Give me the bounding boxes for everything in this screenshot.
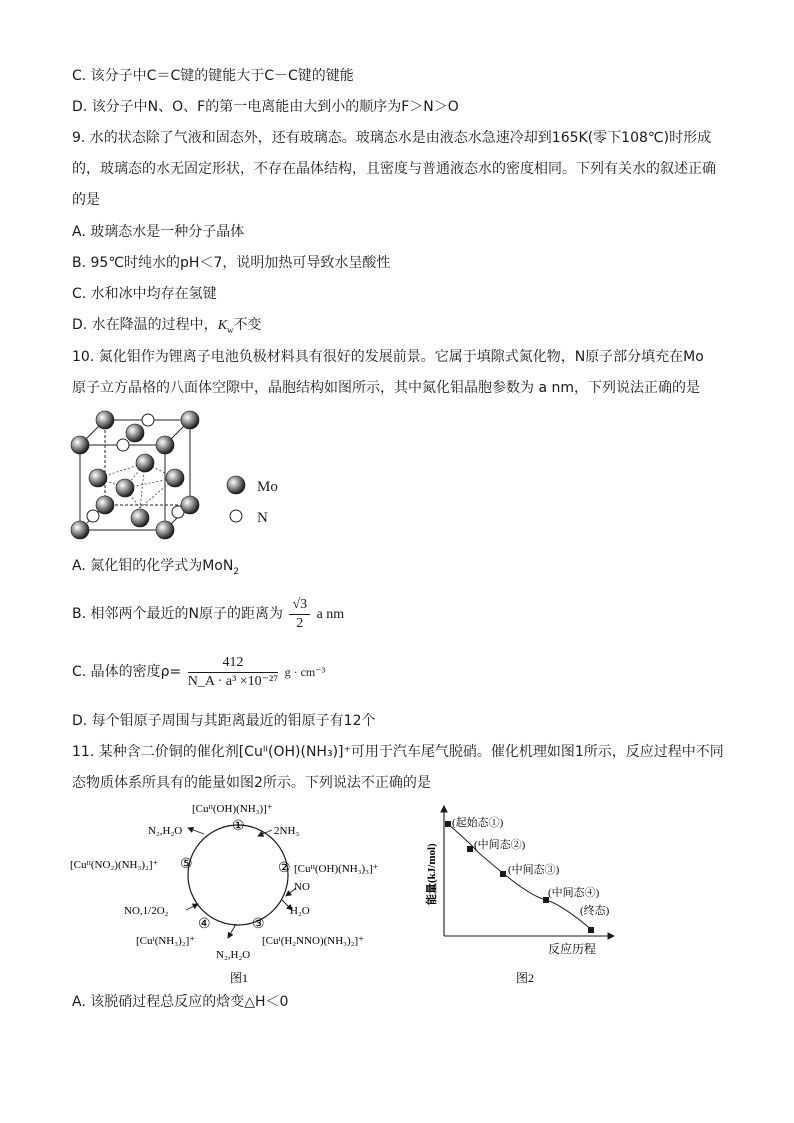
out-h2o-label: H₂O	[290, 905, 310, 917]
q10-option-c	[72, 653, 325, 691]
density-denominator: N_A · a³ ×10⁻²⁷	[187, 673, 279, 689]
point-4-label: (中间态④)	[548, 887, 600, 899]
legend-n-swatch	[230, 510, 242, 522]
q9-option-d	[72, 315, 262, 340]
crystal-cell-figure	[65, 408, 365, 548]
fraction-denominator: 2	[296, 615, 304, 631]
point-3-label: (中间态③)	[508, 864, 560, 876]
n-atom	[142, 414, 154, 426]
point-2	[467, 846, 473, 852]
fig1-caption: 图1	[230, 971, 249, 985]
legend-mo-swatch	[227, 476, 245, 494]
in-no-o2-label: NO,1/2O₂	[124, 905, 169, 917]
q9-option-a: A. 玻璃态水是一种分子晶体	[72, 224, 245, 240]
mo-atom	[96, 411, 114, 429]
q10-option-d: D. 每个钼原子周围与其距离最近的钼原子有12个	[72, 713, 376, 729]
point-1-label: (起始态①)	[452, 817, 504, 829]
mo-atom	[71, 436, 89, 454]
q11-stem-line1: 11. 某种含二价铜的催化剂[Cuᴵᴵ(OH)(NH₃)]⁺可用于汽车尾气脱硝。催化机理如图1所示，反应过程中不同	[72, 744, 724, 760]
mo-atom	[166, 469, 184, 487]
cycle-ring	[188, 825, 288, 925]
mo-atom	[156, 436, 174, 454]
step-5-label: ⑤	[180, 857, 193, 872]
in-2nh3-arrow	[258, 830, 272, 836]
point-1	[445, 821, 451, 827]
fraction-numerator: √3	[289, 596, 310, 615]
mo-atom	[156, 521, 174, 539]
out-n2h2o-bottom-arrow	[228, 924, 236, 938]
step-1-label: ①	[232, 819, 245, 834]
mo-atom	[71, 521, 89, 539]
n-atom	[87, 510, 99, 522]
mo-atom	[181, 411, 199, 429]
density-numerator: 412	[188, 654, 278, 673]
catalytic-cycle-figure	[68, 800, 398, 990]
out-n2h2o-bottom-label: N₂,H₂O	[216, 949, 251, 961]
point-3	[500, 871, 506, 877]
q11-option-a: A. 该脱硝过程总反应的焓变△H＜0	[72, 994, 289, 1010]
q10-stem-line1: 10. 氮化钼作为锂离子电池负极材料具有很好的发展前景。它属于填隙式氮化物，N原子部分填充在Mo	[72, 349, 704, 365]
mo-atom	[96, 496, 114, 514]
point-5-label: (终态)	[580, 905, 610, 917]
q10-option-b-text: B. 相邻两个最近的N原子的距离为	[72, 606, 283, 622]
legend-n-label: N	[257, 510, 268, 526]
q9-stem-line2: 的，玻璃态的水无固定形状，不存在晶体结构，且密度与普通液态水的密度相同。下列有关水的叙述正确	[72, 161, 716, 177]
out-n2h2o-top-arrow	[188, 828, 204, 834]
q9-option-c: C. 水和冰中均存在氢键	[72, 286, 217, 302]
mo-atom	[136, 454, 154, 472]
step-3-label: ③	[252, 917, 265, 932]
q10-option-a-text: A. 氮化钼的化学式为MoN	[72, 558, 234, 574]
sqrt3-over-2-fraction	[289, 596, 310, 633]
fig2-caption: 图2	[516, 971, 535, 985]
in-no-label: NO	[294, 881, 310, 893]
species-bottom-left: [Cuᴵ(NH₃)₂]⁺	[136, 935, 196, 947]
point-5	[588, 927, 594, 933]
q9-option-d-suffix: 不变	[233, 317, 262, 333]
q11-stem-line2: 态物质体系所具有的能量如图2所示。下列说法不正确的是	[72, 775, 431, 791]
q10-option-a-subscript: 2	[233, 566, 240, 577]
x-axis-label: 反应历程	[548, 942, 597, 956]
n-atom	[117, 439, 129, 451]
q10-option-b-unit: a nm	[316, 607, 345, 622]
legend-mo-label: Mo	[257, 479, 278, 495]
step-4-label: ④	[198, 917, 211, 932]
in-2nh3-label: 2NH₃	[274, 825, 300, 837]
species-left: [Cuᴵᴵ(NO₂)(NH₃)₂]⁺	[70, 859, 159, 871]
q10-option-a	[72, 556, 239, 582]
q9-option-d-prefix: D. 水在降温的过程中，	[72, 317, 218, 333]
step-2-label: ②	[278, 861, 291, 876]
q10-option-c-text: C. 晶体的密度ρ=	[72, 664, 182, 680]
kw-symbol: K	[217, 318, 228, 333]
kw-subscript: w	[227, 324, 234, 335]
mo-atom	[126, 424, 144, 442]
q10-stem-line2: 原子立方晶格的八面体空隙中，晶胞结构如图所示，其中氮化钼晶胞参数为 a nm，下列说法正确的是	[72, 380, 700, 396]
out-n2h2o-top-label: N₂,H₂O	[148, 825, 183, 837]
mo-atom	[116, 479, 134, 497]
mo-atom	[89, 469, 107, 487]
y-axis-label: 能量(kJ/mol)	[426, 843, 438, 905]
mo-atom	[181, 496, 199, 514]
q9-stem-line3: 的是	[72, 192, 100, 208]
density-fraction	[188, 654, 278, 691]
q8-option-c: C. 该分子中C＝C键的键能大于C－C键的键能	[72, 68, 354, 84]
q8-option-d: D. 该分子中N、O、F的第一电离能由大到小的顺序为F＞N＞O	[72, 99, 459, 115]
in-no-o2-arrow	[186, 904, 198, 910]
species-top: [Cuᴵᴵ(OH)(NH₃)]⁺	[192, 803, 273, 815]
q9-stem-line1: 9. 水的状态除了气液和固态外，还有玻璃态。玻璃态水是由液态水急速冷却到165K(零下108℃)时形成	[72, 130, 712, 146]
q9-option-b: B. 95℃时纯水的pH＜7，说明加热可导致水呈酸性	[72, 255, 391, 271]
species-right: [Cuᴵᴵ(OH)(NH₃)₃]⁺	[294, 863, 379, 875]
energy-profile-figure	[418, 800, 618, 990]
mo-atom	[131, 509, 149, 527]
density-unit: g · cm⁻³	[284, 665, 326, 679]
q10-option-b	[72, 595, 344, 634]
species-bottom-right: [Cuᴵ(H₂NNO)(NH₃)₂]⁺	[262, 935, 364, 947]
point-2-label: (中间态②)	[474, 839, 526, 851]
